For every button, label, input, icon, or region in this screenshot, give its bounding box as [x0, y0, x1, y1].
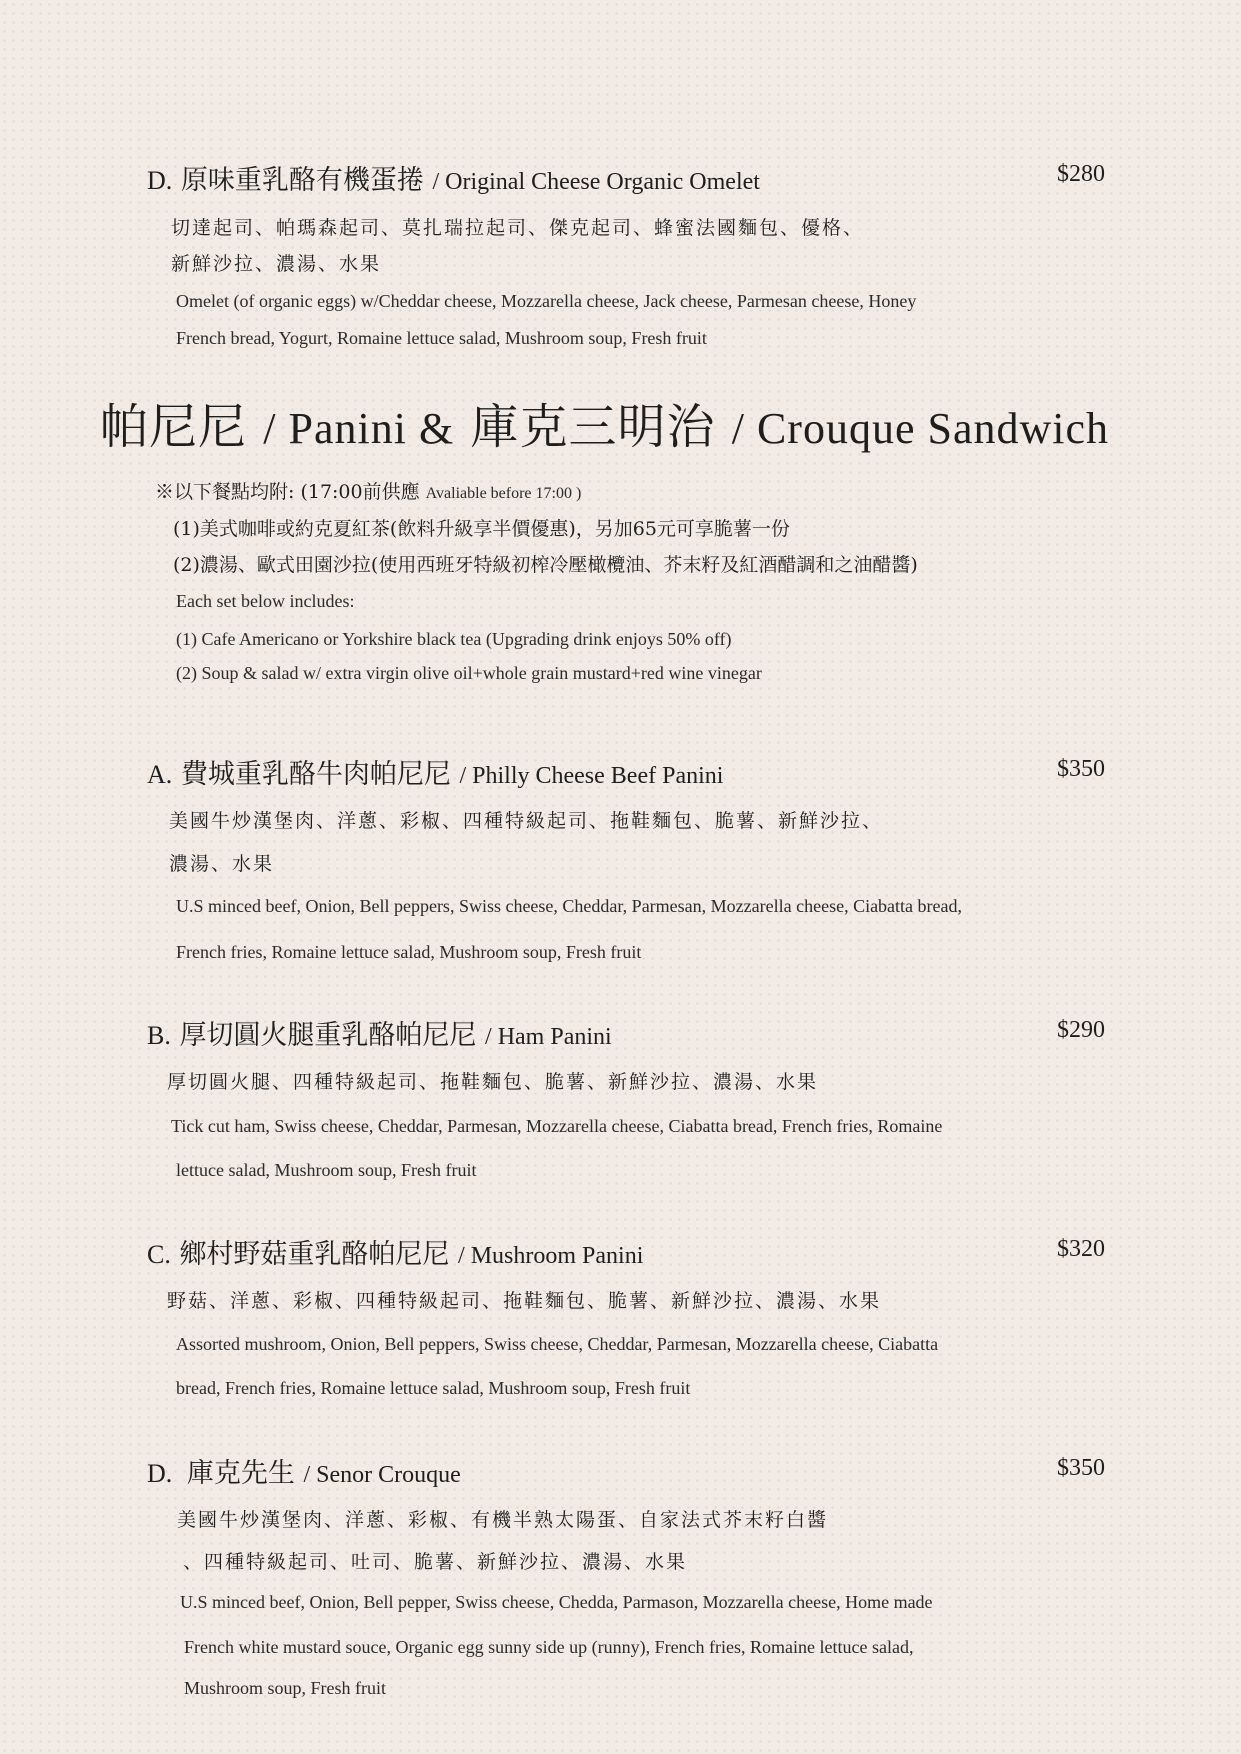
item-name-zh: 原味重乳酪有機蛋捲	[180, 165, 424, 196]
set-note-2-zh: (2)濃湯、歐式田園沙拉(使用西班牙特級初榨冷壓橄欖油、芥末籽及紅酒醋調和之油醋醬)	[173, 554, 918, 576]
item-b-title	[147, 1013, 612, 1052]
omelet-d-desc-zh-line-2: 新鮮沙拉、濃湯、水果	[171, 253, 382, 275]
item-d-desc-en-line-3: Mushroom soup, Fresh fruit	[184, 1678, 386, 1698]
item-name-en: / Mushroom Panini	[458, 1243, 644, 1269]
set-note-en: Avaliable before 17:00 )	[425, 485, 582, 502]
item-name-zh: 費城重乳酪牛肉帕尼尼	[180, 759, 451, 790]
item-d-price: $350	[1057, 1455, 1105, 1481]
item-c-desc-en-line-2: bread, French fries, Romaine lettuce salad, Mushroom soup, Fresh fruit	[176, 1378, 691, 1398]
item-d-title	[147, 1451, 461, 1490]
item-a-desc-zh-line-1: 美國牛炒漢堡肉、洋蔥、彩椒、四種特級起司、拖鞋麵包、脆薯、新鮮沙拉、	[169, 810, 884, 832]
item-d-desc-zh-line-2: 、四種特級起司、吐司、脆薯、新鮮沙拉、濃湯、水果	[183, 1551, 688, 1573]
omelet-d-desc-en-line-1: Omelet (of organic eggs) w/Cheddar cheese, Mozzarella cheese, Jack cheese, Parmesan cheese, Honey	[176, 291, 917, 311]
item-a-title	[147, 752, 723, 791]
item-name-zh: 庫克先生	[186, 1458, 295, 1489]
item-name-zh: 鄉村野菇重乳酪帕尼尼	[179, 1239, 450, 1270]
omelet-d-title	[147, 158, 760, 197]
heading-zh-crouque: 庫克三明治	[470, 399, 716, 455]
heading-zh-panini: 帕尼尼	[100, 399, 248, 455]
heading-en-crouque: / Crouque Sandwich	[731, 404, 1110, 453]
item-c-desc-en-line-1: Assorted mushroom, Onion, Bell peppers, Swiss cheese, Cheddar, Parmesan, Mozzarella cheese, Ciabatta	[176, 1334, 939, 1354]
item-c-title	[147, 1232, 643, 1271]
item-letter: A.	[147, 760, 173, 789]
item-letter: D.	[147, 1459, 173, 1488]
item-d-desc-en-line-1: U.S minced beef, Onion, Bell pepper, Swiss cheese, Chedda, Parmason, Mozzarella cheese, Home made	[180, 1592, 933, 1612]
item-a-desc-en-line-1: U.S minced beef, Onion, Bell peppers, Swiss cheese, Cheddar, Parmesan, Mozzarella cheese, Ciabatta bread,	[176, 896, 963, 916]
item-name-en: / Original Cheese Organic Omelet	[432, 169, 760, 195]
item-d-desc-zh-line-1: 美國牛炒漢堡肉、洋蔥、彩椒、有機半熟太陽蛋、自家法式芥末籽白醬	[177, 1509, 829, 1531]
set-note-2-en: (2) Soup & salad w/ extra virgin olive oil+whole grain mustard+red wine vinegar	[176, 663, 762, 683]
set-note-1-zh: (1)美式咖啡或約克夏紅茶(飲料升級享半價優惠)，另加65元可享脆薯一份	[173, 518, 790, 540]
item-name-zh: 厚切圓火腿重乳酪帕尼尼	[179, 1020, 477, 1051]
item-d-desc-en-line-2: French white mustard souce, Organic egg sunny side up (runny), French fries, Romaine lettuce salad,	[184, 1637, 914, 1657]
item-b-desc-en-line-2: lettuce salad, Mushroom soup, Fresh fruit	[176, 1160, 477, 1180]
item-c-price: $320	[1057, 1236, 1105, 1262]
item-a-price: $350	[1057, 756, 1105, 782]
set-note-1-en: (1) Cafe Americano or Yorkshire black tea (Upgrading drink enjoys 50% off)	[176, 629, 732, 649]
item-letter: D.	[147, 166, 173, 195]
item-letter: C.	[147, 1240, 171, 1269]
set-note-header	[155, 477, 581, 504]
item-b-desc-en-line-1: Tick cut ham, Swiss cheese, Cheddar, Parmesan, Mozzarella cheese, Ciabatta bread, French fries, Romaine	[171, 1116, 943, 1136]
heading-en-panini: / Panini &	[263, 404, 455, 453]
omelet-d-desc-zh-line-1: 切達起司、帕瑪森起司、莫扎瑞拉起司、傑克起司、蜂蜜法國麵包、優格、	[171, 217, 865, 239]
item-name-en: / Ham Panini	[485, 1024, 612, 1050]
omelet-d-price: $280	[1057, 161, 1105, 187]
item-name-en: / Philly Cheese Beef Panini	[459, 763, 724, 789]
item-a-desc-en-line-2: French fries, Romaine lettuce salad, Mushroom soup, Fresh fruit	[176, 942, 642, 962]
item-a-desc-zh-line-2: 濃湯、水果	[169, 853, 275, 875]
item-b-price: $290	[1057, 1017, 1105, 1043]
set-note-zh: ※以下餐點均附: (17:00前供應	[155, 481, 420, 503]
set-note-en-intro: Each set below includes:	[176, 591, 355, 611]
omelet-d-desc-en-line-2: French bread, Yogurt, Romaine lettuce salad, Mushroom soup, Fresh fruit	[176, 328, 707, 348]
item-c-desc-zh-line-1: 野菇、洋蔥、彩椒、四種特級起司、拖鞋麵包、脆薯、新鮮沙拉、濃湯、水果	[167, 1290, 882, 1312]
item-letter: B.	[147, 1021, 171, 1050]
section-heading	[100, 388, 1109, 457]
item-name-en: / Senor Crouque	[303, 1462, 461, 1488]
item-b-desc-zh-line-1: 厚切圓火腿、四種特級起司、拖鞋麵包、脆薯、新鮮沙拉、濃湯、水果	[167, 1071, 819, 1093]
